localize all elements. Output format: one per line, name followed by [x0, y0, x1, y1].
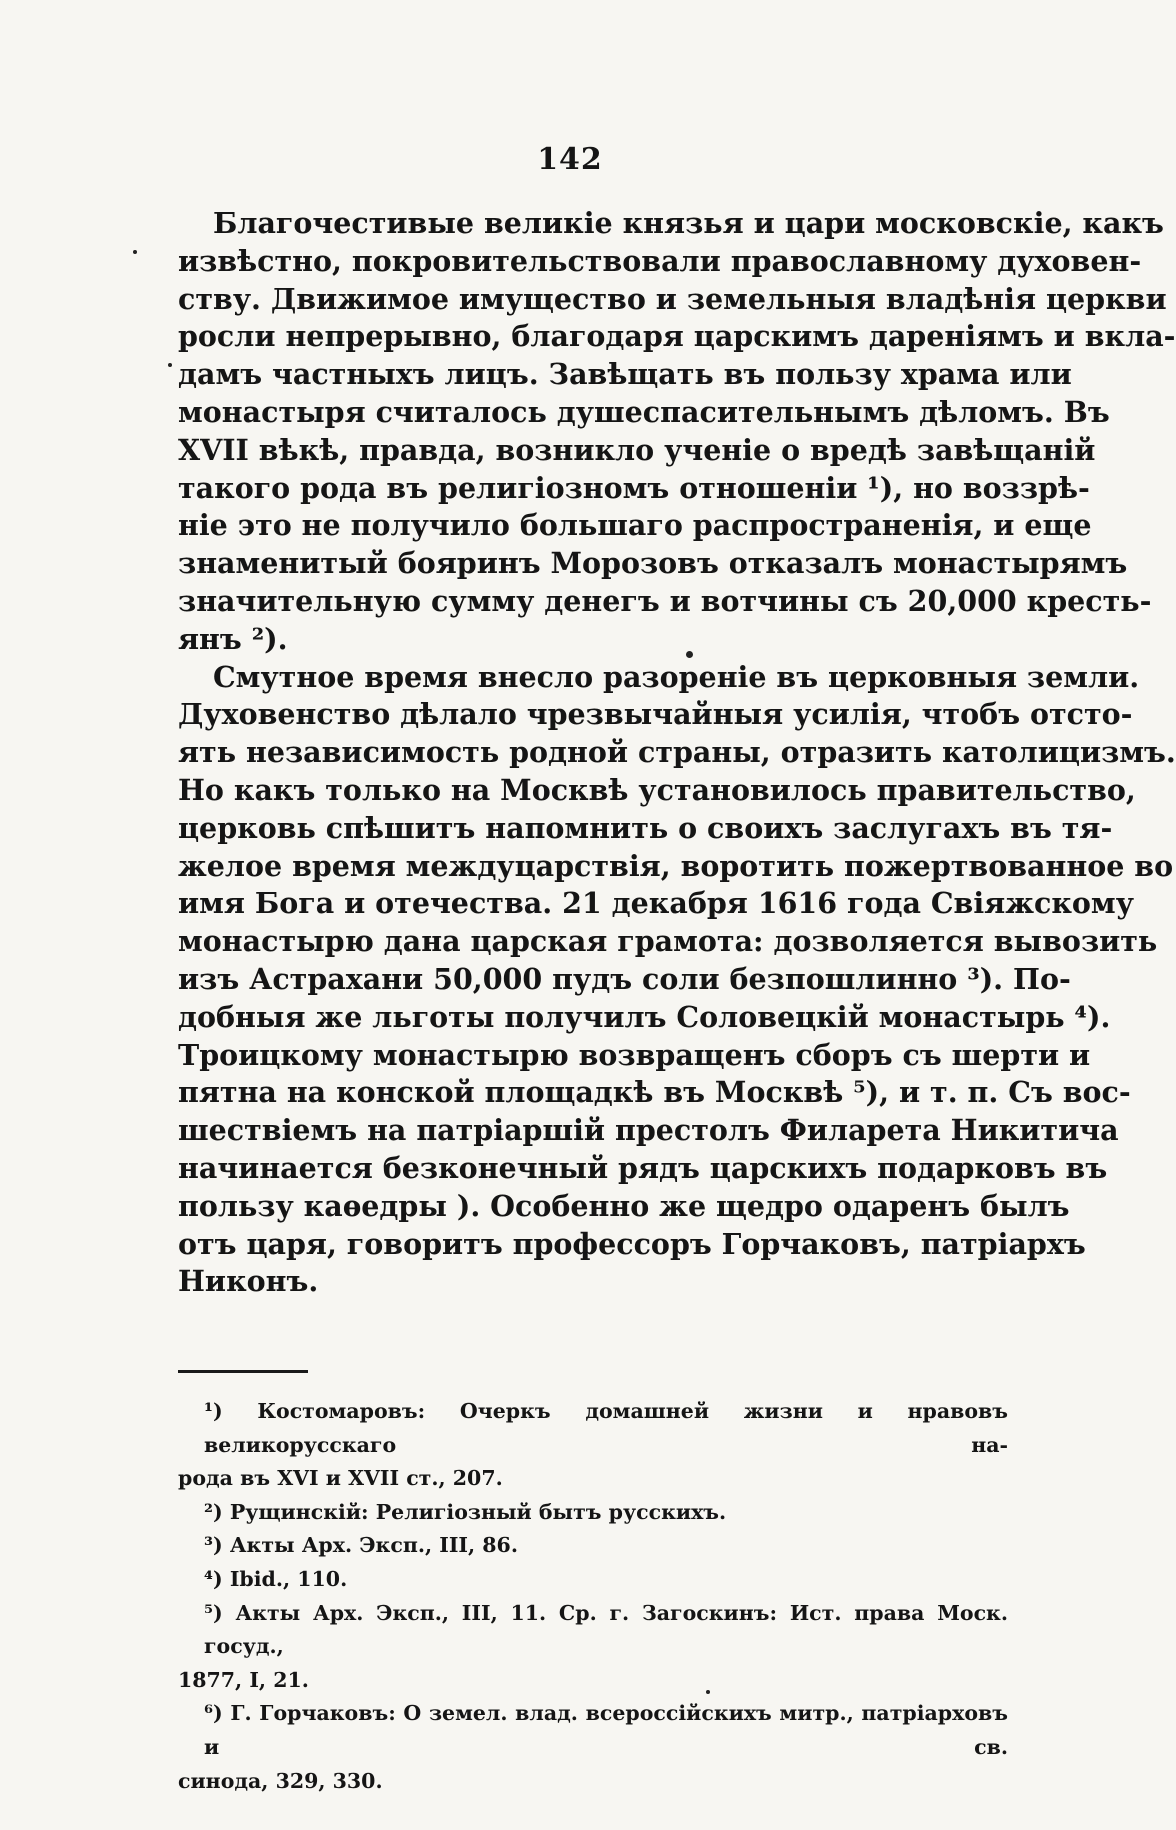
text-line: Но какъ только на Москвѣ установилось правительство,: [178, 772, 1136, 807]
text-line: пользу каѳедры ). Особенно же щедро одаренъ былъ: [178, 1188, 1070, 1223]
page-number: 142: [537, 142, 603, 177]
text-line: Смутное время внесло разореніе въ церковныя земли.: [213, 659, 1140, 694]
scan-speck: [168, 363, 172, 367]
text-line: ству. Движимое имущество и земельныя владѣнія церкви: [178, 281, 1167, 316]
text-line: добныя же льготы получилъ Соловецкій монастырь ⁴).: [178, 999, 1111, 1034]
text-line: имя Бога и отечества. 21 декабря 1616 года Свіяжскому: [178, 886, 1134, 921]
footnote: [178, 1697, 1008, 1764]
footnote-text: Рущинскій: Религіозный бытъ русскихъ.: [229, 1499, 727, 1524]
footnote-text: Г. Горчаковъ: О земел. влад. всероссійскихъ митр., патріарховъ и св.: [204, 1701, 1009, 1759]
text-line: желое время междуцарствія, воротить пожертвованное во: [178, 848, 1174, 883]
footnote-continuation: рода въ XVI и XVII ст., 207.: [178, 1466, 503, 1491]
text-line: знаменитый бояринъ Морозовъ отказалъ монастырямъ: [178, 546, 1128, 581]
text-line: росли непрерывно, благодаря царскимъ дареніямъ и вкла-: [178, 319, 1176, 354]
text-line: значительную сумму денегъ и вотчины съ 20,000 кресть-: [178, 583, 1152, 618]
text-line: начинается безконечный рядъ царскихъ подарковъ въ: [178, 1150, 1108, 1185]
text-line: Никонъ.: [178, 1264, 319, 1299]
text-line: Благочестивые великіе князья и цари московскіе, какъ: [213, 206, 1164, 240]
scan-speck: [706, 1690, 710, 1694]
text-line: отъ царя, говоритъ профессоръ Горчаковъ, патріархъ: [178, 1226, 1086, 1261]
text-line: такого рода въ религіозномъ отношеніи ¹), но воззрѣ-: [178, 470, 1090, 505]
text-line: дамъ частныхъ лицъ. Завѣщать въ пользу храма или: [178, 357, 1072, 392]
text-line: извѣстно, покровительствовали православному духовен-: [178, 243, 1142, 278]
footnote-divider: [178, 1370, 308, 1373]
text-line: ніе это не получило большаго распространенія, и еще: [178, 508, 1092, 543]
footnote-mark: ²): [204, 1499, 223, 1524]
footnote-mark: ⁴): [204, 1566, 223, 1591]
text-line: монастырю дана царская грамота: дозволяется вывозить: [178, 924, 1158, 959]
footnote-continuation: 1877, I, 21.: [178, 1667, 309, 1692]
footnote: [178, 1395, 1008, 1462]
footnote-mark: ⁶): [204, 1701, 223, 1726]
footnote-mark: ⁵): [204, 1600, 223, 1625]
body-text: [178, 205, 1176, 1301]
text-line: изъ Астрахани 50,000 пудъ соли безпошлинно ³). По-: [178, 961, 1071, 996]
footnotes: [178, 1395, 1008, 1798]
footnote: [178, 1597, 1008, 1664]
scan-speck: [133, 250, 137, 254]
text-line: Троицкому монастырю возвращенъ сборъ съ шерти и: [178, 1037, 1091, 1072]
text-line: янъ ²).: [178, 621, 288, 656]
footnote-mark: ³): [204, 1533, 223, 1558]
text-line: Духовенство дѣлало чрезвычайныя усилія, чтобъ отсто-: [178, 697, 1133, 732]
text-line: пятна на конской площадкѣ въ Москвѣ ⁵), и т. п. Съ вос-: [178, 1075, 1131, 1110]
text-line: церковь спѣшитъ напомнить о своихъ заслугахъ въ тя-: [178, 810, 1113, 845]
footnote: [178, 1563, 1008, 1597]
footnote-text: Ibid., 110.: [229, 1566, 348, 1591]
footnote-continuation: синода, 329, 330.: [178, 1768, 383, 1793]
footnote: [178, 1529, 1008, 1563]
footnote: [178, 1496, 1008, 1530]
text-line: XVII вѣкѣ, правда, возникло ученіе о вредѣ завѣщаній: [178, 432, 1096, 467]
footnote-text: Акты Арх. Эксп., III, 11. Ср. г. Загоскинъ: Ист. права Моск. госуд.,: [204, 1600, 1008, 1659]
footnote-mark: ¹): [204, 1399, 223, 1423]
footnote-text: Костомаровъ: Очеркъ домашней жизни и нравовъ великорусскаго на-: [204, 1399, 1008, 1457]
text-line: шествіемъ на патріаршій престолъ Филарета Никитича: [178, 1113, 1119, 1148]
scan-speck: [686, 651, 693, 658]
footnote-text: Акты Арх. Эксп., III, 86.: [229, 1533, 518, 1558]
text-line: ять независимость родной страны, отразить католицизмъ.: [178, 735, 1176, 770]
text-line: монастыря считалось душеспасительнымъ дѣломъ. Въ: [178, 394, 1110, 429]
